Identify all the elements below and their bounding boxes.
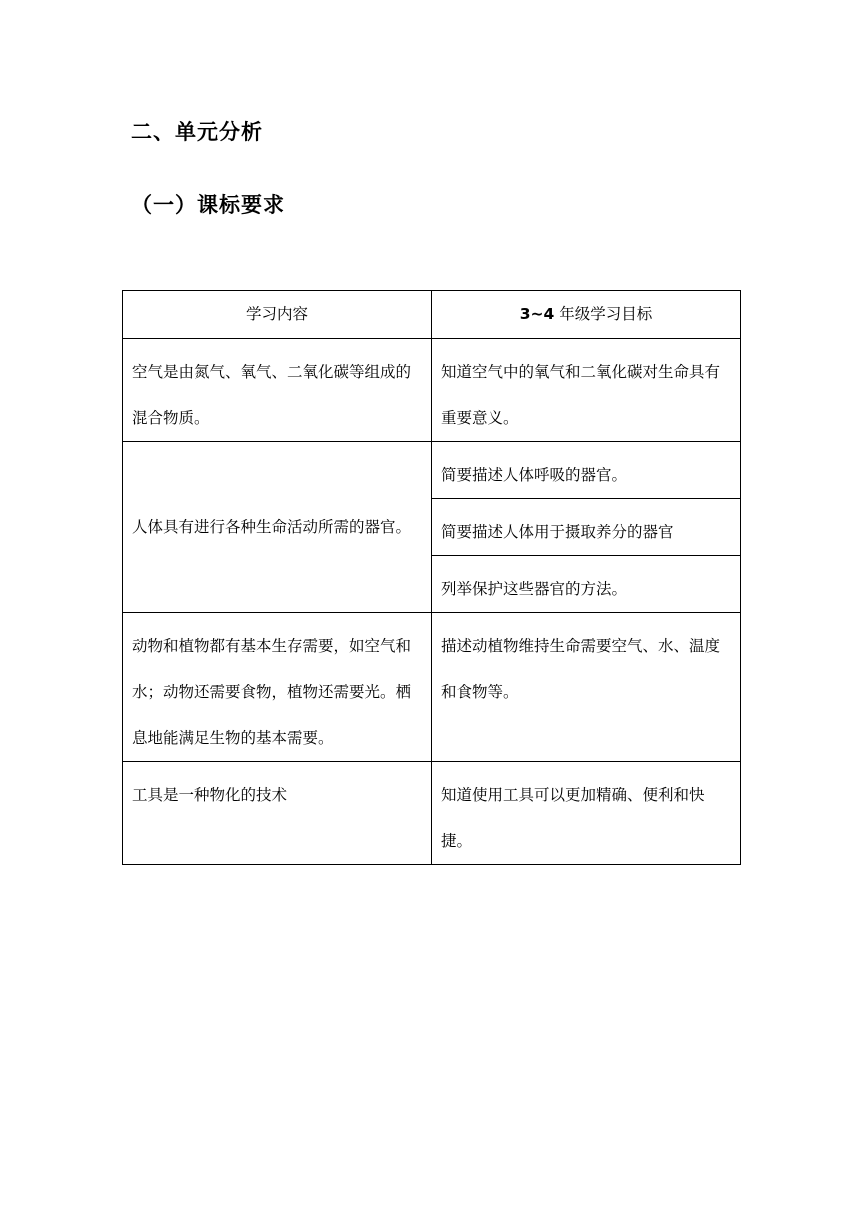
- section-heading: 二、单元分析: [131, 120, 263, 144]
- table-row: [123, 762, 741, 865]
- goal-cell: 知道空气中的氧气和二氧化碳对生命具有重要意义。: [432, 339, 741, 442]
- table-row: [123, 339, 741, 442]
- goal-cell: 列举保护这些器官的方法。: [432, 556, 741, 613]
- table-row: [123, 613, 741, 762]
- goal-cell: 描述动植物维持生命需要空气、水、温度和食物等。: [432, 613, 741, 762]
- curriculum-requirements-table: [122, 290, 741, 865]
- goal-cell: 简要描述人体呼吸的器官。: [432, 442, 741, 499]
- header-learning-content: 学习内容: [123, 291, 432, 339]
- goal-cell: 简要描述人体用于摄取养分的器官: [432, 499, 741, 556]
- table-header-row: [123, 291, 741, 339]
- content-cell: 动物和植物都有基本生存需要，如空气和水；动物还需要食物，植物还需要光。栖息地能满足生物的基本需要。: [123, 613, 432, 762]
- subsection-heading: （一）课标要求: [131, 193, 285, 217]
- content-cell: 空气是由氮气、氧气、二氧化碳等组成的混合物质。: [123, 339, 432, 442]
- content-cell: 人体具有进行各种生命活动所需的器官。: [123, 442, 432, 613]
- header-learning-goal: [432, 291, 741, 339]
- content-cell: 工具是一种物化的技术: [123, 762, 432, 865]
- header-goal-label: 年级学习目标: [554, 305, 653, 323]
- goal-cell: 知道使用工具可以更加精确、便利和快捷。: [432, 762, 741, 865]
- header-grade-range: 3~4: [519, 305, 555, 323]
- table-row: [123, 442, 741, 499]
